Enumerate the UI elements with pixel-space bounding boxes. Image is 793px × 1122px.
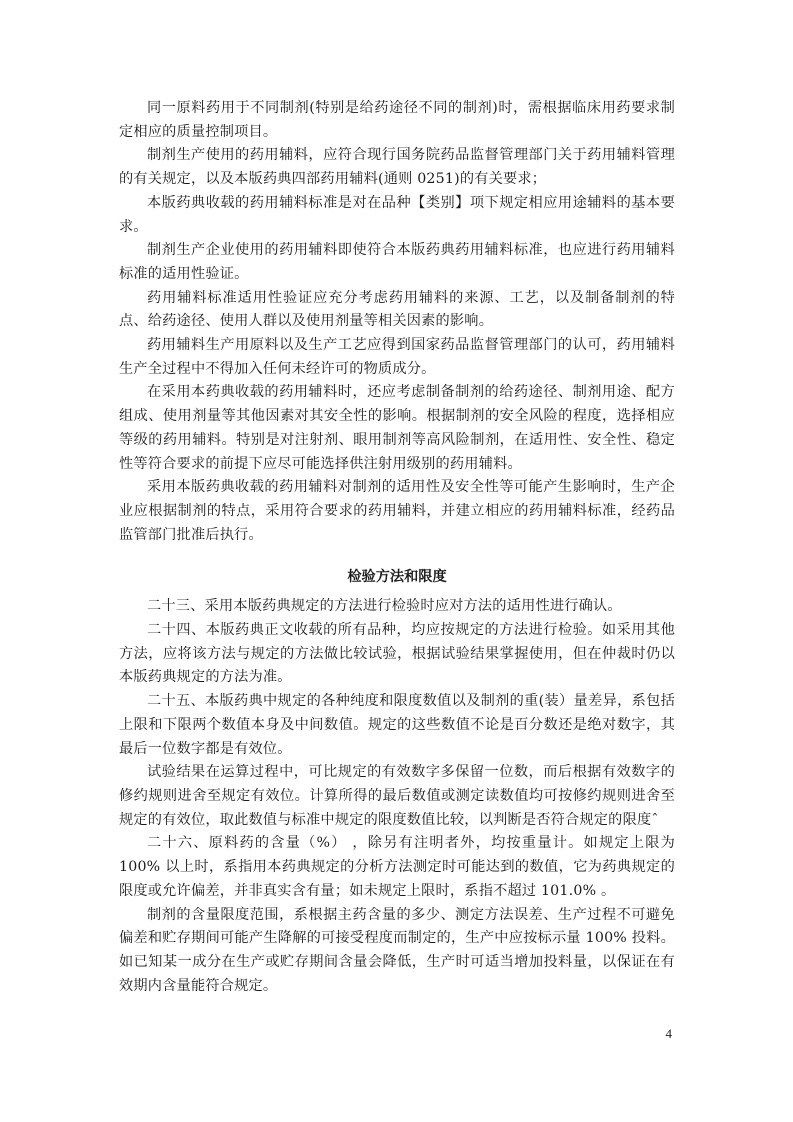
paragraph: 试验结果在运算过程中，可比规定的有效数字多保留一位数，而后根据有效数字的修约规则进舍至规定有效位。计算所得的最后数值或测定读数值均可按修约规则进舍至规定的有效位，取此数值与标准中规定的限度数值比较，以判断是否符合规定的限度ˆ (119, 764, 675, 828)
paragraph: 采用本版药典收载的药用辅料对制剂的适用性及安全性等可能产生影响时，生产企业应根据制剂的特点，采用符合要求的药用辅料，并建立相应的药用辅料标准，经药品监管部门批准后执行。 (119, 479, 675, 543)
paragraph: 制剂生产使用的药用辅料，应符合现行国务院药品监督管理部门关于药用辅料管理的有关规定，以及本版药典四部药用辅料(通则 0251)的有关要求； (119, 147, 675, 188)
paragraph: 同一原料药用于不同制剂(特别是给药途径不同的制剂)时，需根据临床用药要求制定相应的质量控制项目。 (119, 100, 675, 140)
paragraph: 制剂生产企业使用的药用辅料即使符合本版药典药用辅料标准，也应进行药用辅料标准的适用性验证。 (119, 242, 675, 282)
paragraph: 二十三、采用本版药典规定的方法进行检验时应对方法的适用性进行确认。 (147, 598, 622, 615)
section-test-methods (119, 595, 675, 998)
paragraph: 药用辅料标准适用性验证应充分考虑药用辅料的来源、工艺，以及制备制剂的特点、给药途径、使用人群以及使用剂量等相关因素的影响。 (119, 289, 675, 330)
document-body (119, 97, 675, 998)
section-excipients (119, 97, 675, 547)
paragraph: 在采用本药典收载的药用辅料时，还应考虑制备制剂的给药途径、制剂用途、配方组成、使用剂量等其他因素对其安全性的影响。根据制剂的安全风险的程度，选择相应等级的药用辅料。特别是对注射剂、眼用制剂等高风险制剂，在适用性、安全性、稳定性等符合要求的前提下应尽可能选择供注射用级别的药用辅料。 (119, 384, 675, 472)
paragraph: 药用辅料生产用原料以及生产工艺应得到国家药品监督管理部门的认可，药用辅料生产全过程中不得加入任何未经许可的物质成分。 (119, 337, 675, 377)
page-number: 4 (665, 1026, 672, 1041)
paragraph: 二十六、原料药的含量（%） ，除另有注明者外，均按重量计。如规定上限为 100% 以上时，系指用本药典规定的分析方法测定时可能达到的数值，它为药典规定的限度或允许偏差，并非真实含有量；如未规定上限时，系指不超过 101.0% 。 (119, 835, 675, 899)
section-heading: 检验方法和限度 (347, 569, 447, 586)
paragraph: 本版药典收载的药用辅料标准是对在品种【类别】项下规定相应用途辅料的基本要求。 (119, 194, 675, 235)
paragraph: 制剂的含量限度范围，系根据主药含量的多少、测定方法误差、生产过程不可避免偏差和贮存期间可能产生降解的可接受程度而制定的，生产中应按标示量 100% 投料。如已知某一成分在生产或贮存期间含量会降低，生产时可适当增加投料量，以保证在有效期内含量能符合规定。 (119, 906, 675, 994)
paragraph: 二十五、本版药典中规定的各种纯度和限度数值以及制剂的重(装）量差异，系包括上限和下限两个数值本身及中间数值。规定的这些数值不论是百分数还是绝对数字，其最后一位数字都是有效位。 (119, 693, 675, 757)
paragraph: 二十四、本版药典正文收载的所有品种，均应按规定的方法进行检验。如采用其他方法，应将该方法与规定的方法做比较试验，根据试验结果掌握使用，但在仲裁时仍以本版药典规定的方法为准。 (119, 622, 675, 686)
